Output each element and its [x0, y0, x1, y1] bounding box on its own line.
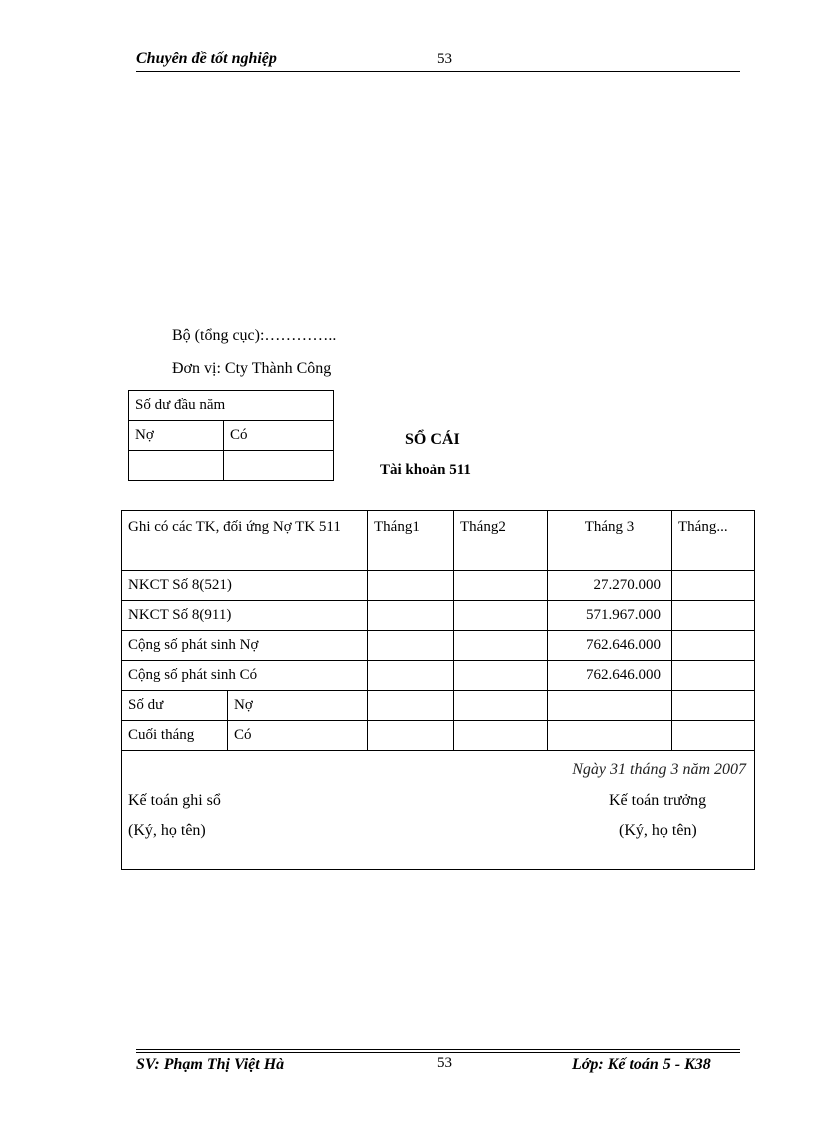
opening-balance-title: Số dư đầu năm: [129, 391, 334, 421]
closing-balance-label: Số dư: [122, 691, 228, 721]
row-value-month3: 762.646.000: [548, 661, 672, 691]
table-row: [122, 571, 755, 601]
closing-balance-debit-row: [122, 691, 755, 721]
bookkeeper-note: (Ký, họ tên): [128, 822, 206, 839]
column-header-month3: Tháng 3: [548, 511, 672, 571]
bookkeeper-title: Kế toán ghi sổ: [128, 792, 221, 809]
closing-balance-credit-row: [122, 721, 755, 751]
column-header-month-more: Tháng...: [672, 511, 755, 571]
opening-balance-debit-label: Nợ: [129, 421, 224, 451]
account-title: Tài khoản 511: [380, 462, 471, 478]
column-header-account: Ghi có các TK, đối ứng Nợ TK 511: [122, 511, 368, 571]
row-value-month3: 571.967.000: [548, 601, 672, 631]
signature-date: Ngày 31 tháng 3 năm 2007: [572, 761, 746, 778]
row-label: NKCT Số 8(911): [122, 601, 368, 631]
ledger-title: SỔ CÁI: [405, 431, 460, 448]
unit-line: Đơn vị: Cty Thành Công: [172, 360, 332, 377]
ledger-table: [121, 510, 755, 870]
header-page-number: 53: [437, 51, 452, 67]
table-row: [122, 631, 755, 661]
row-label: Cộng số phát sinh Có: [122, 661, 368, 691]
footer-rule-top: [136, 1049, 740, 1050]
header-title: Chuyên đề tốt nghiệp: [136, 50, 277, 67]
footer-student: SV: Phạm Thị Việt Hà: [136, 1056, 285, 1073]
opening-balance-table: [128, 390, 334, 481]
ministry-line: Bộ (tổng cục):…………..: [172, 327, 337, 344]
row-value-month3: 27.270.000: [548, 571, 672, 601]
footer-page-number: 53: [437, 1055, 452, 1071]
month-end-label: Cuối tháng: [122, 721, 228, 751]
ledger-header-row: [122, 511, 755, 571]
header-rule: [136, 71, 740, 72]
opening-balance-credit-value: [224, 451, 334, 481]
row-label: Cộng số phát sinh Nợ: [122, 631, 368, 661]
chief-accountant-title: Kế toán trưởng: [609, 792, 707, 809]
footer-class: Lớp: Kế toán 5 - K38: [572, 1056, 711, 1073]
row-value-month3: 762.646.000: [548, 631, 672, 661]
table-row: [122, 601, 755, 631]
table-row: [122, 661, 755, 691]
closing-debit-label: Nợ: [228, 691, 368, 721]
column-header-month2: Tháng2: [454, 511, 548, 571]
footer-rule-bottom: [136, 1052, 740, 1053]
signature-row: [122, 751, 755, 870]
closing-credit-label: Có: [228, 721, 368, 751]
row-label: NKCT Số 8(521): [122, 571, 368, 601]
chief-accountant-note: (Ký, họ tên): [619, 822, 697, 839]
signature-block: [122, 751, 755, 870]
opening-balance-debit-value: [129, 451, 224, 481]
opening-balance-credit-label: Có: [224, 421, 334, 451]
column-header-month1: Tháng1: [368, 511, 454, 571]
